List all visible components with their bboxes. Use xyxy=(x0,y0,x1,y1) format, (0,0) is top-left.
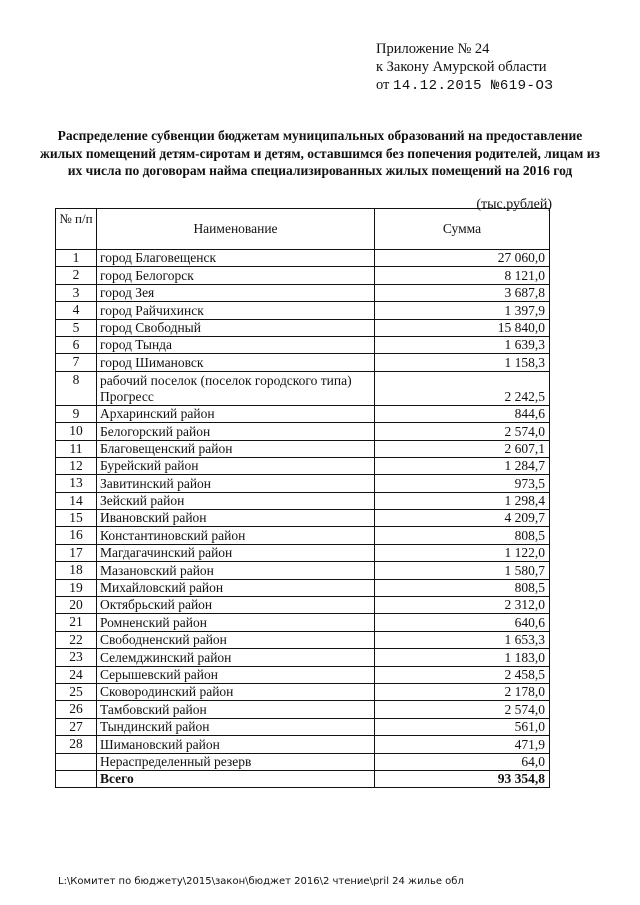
table-header-row xyxy=(56,209,550,250)
row-number: 24 xyxy=(56,666,97,683)
row-name: город Свободный xyxy=(97,319,375,336)
law-date-number: 14.12.2015 №619-ОЗ xyxy=(393,78,554,94)
row-name: Михайловский район xyxy=(97,579,375,596)
row-sum: 8 121,0 xyxy=(375,267,550,284)
row-number: 23 xyxy=(56,649,97,666)
row-name: город Шимановск xyxy=(97,354,375,371)
row-name: Тындинский район xyxy=(97,718,375,735)
row-name: Свободненский район xyxy=(97,631,375,648)
row-number: 5 xyxy=(56,319,97,336)
row-name: Сковородинский район xyxy=(97,683,375,700)
row-name: Зейский район xyxy=(97,492,375,509)
row-name: Селемджинский район xyxy=(97,649,375,666)
row-name: город Тында xyxy=(97,336,375,353)
row-number: 2 xyxy=(56,267,97,284)
row-number: 20 xyxy=(56,597,97,614)
row-sum: 808,5 xyxy=(375,527,550,544)
row-sum: 3 687,8 xyxy=(375,284,550,301)
row-name: Ивановский район xyxy=(97,510,375,527)
row-number: 28 xyxy=(56,736,97,753)
row-sum: 808,5 xyxy=(375,579,550,596)
table-row xyxy=(56,683,550,700)
row-sum: 2 607,1 xyxy=(375,440,550,457)
row-sum: 2 242,5 xyxy=(375,371,550,405)
row-number: 7 xyxy=(56,354,97,371)
table-row xyxy=(56,510,550,527)
row-number: 27 xyxy=(56,718,97,735)
row-name: Нераспределенный резерв xyxy=(97,753,375,770)
row-sum: 973,5 xyxy=(375,475,550,492)
table-row xyxy=(56,267,550,284)
row-number: 19 xyxy=(56,579,97,596)
table-total-row xyxy=(56,770,550,787)
row-name: Мазановский район xyxy=(97,562,375,579)
table-row xyxy=(56,440,550,457)
table-row xyxy=(56,250,550,267)
table-row xyxy=(56,354,550,371)
table-row xyxy=(56,718,550,735)
row-sum: 1 397,9 xyxy=(375,302,550,319)
row-sum: 1 298,4 xyxy=(375,492,550,509)
row-name: Шимановский район xyxy=(97,736,375,753)
row-number: 22 xyxy=(56,631,97,648)
row-number: 26 xyxy=(56,701,97,718)
row-number: 3 xyxy=(56,284,97,301)
column-header-number: № п/п xyxy=(56,209,97,250)
row-number: 21 xyxy=(56,614,97,631)
row-name: Серышевский район xyxy=(97,666,375,683)
table-row xyxy=(56,405,550,422)
row-number: 8 xyxy=(56,371,97,405)
row-sum: 2 574,0 xyxy=(375,701,550,718)
file-path-footer: L:\Комитет по бюджету\2015\закон\бюджет 2016\2 чтение\pril 24 жилье обл xyxy=(58,876,464,887)
row-number xyxy=(56,770,97,787)
table-row xyxy=(56,614,550,631)
row-name: город Зея xyxy=(97,284,375,301)
row-name: Бурейский район xyxy=(97,457,375,474)
table-row xyxy=(56,544,550,561)
row-number: 17 xyxy=(56,544,97,561)
row-name: Константиновский район xyxy=(97,527,375,544)
law-reference: к Закону Амурской области xyxy=(376,59,547,75)
row-sum: 1 639,3 xyxy=(375,336,550,353)
row-name: город Райчихинск xyxy=(97,302,375,319)
unit-label: (тыс.рублей) xyxy=(476,197,552,212)
table-body xyxy=(56,250,550,788)
row-number: 11 xyxy=(56,440,97,457)
table-row xyxy=(56,597,550,614)
document-title: Распределение субвенции бюджетам муниципальных образований на предоставление жилых помещений детям-сиротам и детям, оставшимся без попечения родителей, лицам из их числа по договорам найма специализированных жилых помещений на 2016 год xyxy=(40,128,600,178)
row-number: 18 xyxy=(56,562,97,579)
table-row xyxy=(56,562,550,579)
table-row xyxy=(56,579,550,596)
row-name: город Белогорск xyxy=(97,267,375,284)
law-date-line xyxy=(376,76,553,95)
row-number: 16 xyxy=(56,527,97,544)
row-sum: 2 178,0 xyxy=(375,683,550,700)
appendix-header xyxy=(376,40,553,95)
row-sum: 4 209,7 xyxy=(375,510,550,527)
row-name: Тамбовский район xyxy=(97,701,375,718)
table-row xyxy=(56,492,550,509)
table-row xyxy=(56,423,550,440)
row-sum: 15 840,0 xyxy=(375,319,550,336)
table-row xyxy=(56,631,550,648)
row-sum: 2 312,0 xyxy=(375,597,550,614)
row-name: Благовещенский район xyxy=(97,440,375,457)
row-sum: 2 458,5 xyxy=(375,666,550,683)
row-name: Белогорский район xyxy=(97,423,375,440)
row-sum: 844,6 xyxy=(375,405,550,422)
row-sum: 1 158,3 xyxy=(375,354,550,371)
row-sum: 1 653,3 xyxy=(375,631,550,648)
table-row xyxy=(56,336,550,353)
row-sum: 1 580,7 xyxy=(375,562,550,579)
row-number: 12 xyxy=(56,457,97,474)
column-header-name: Наименование xyxy=(97,209,375,250)
row-number: 1 xyxy=(56,250,97,267)
table-row xyxy=(56,736,550,753)
row-number xyxy=(56,753,97,770)
row-number: 15 xyxy=(56,510,97,527)
row-name: Октябрьский район xyxy=(97,597,375,614)
row-sum: 471,9 xyxy=(375,736,550,753)
row-name: Магдагачинский район xyxy=(97,544,375,561)
row-name: Завитинский район xyxy=(97,475,375,492)
row-name: Ромненский район xyxy=(97,614,375,631)
table-row xyxy=(56,302,550,319)
row-sum: 64,0 xyxy=(375,753,550,770)
column-header-sum: Сумма xyxy=(375,209,550,250)
row-number: 10 xyxy=(56,423,97,440)
row-sum: 27 060,0 xyxy=(375,250,550,267)
table-row xyxy=(56,753,550,770)
table-row xyxy=(56,371,550,405)
table-row xyxy=(56,666,550,683)
table-row xyxy=(56,319,550,336)
row-number: 4 xyxy=(56,302,97,319)
row-sum: 1 183,0 xyxy=(375,649,550,666)
table-row xyxy=(56,527,550,544)
row-sum: 561,0 xyxy=(375,718,550,735)
row-number: 9 xyxy=(56,405,97,422)
row-sum: 1 122,0 xyxy=(375,544,550,561)
row-name: Архаринский район xyxy=(97,405,375,422)
row-sum: 2 574,0 xyxy=(375,423,550,440)
row-name: город Благовещенск xyxy=(97,250,375,267)
row-name: рабочий поселок (поселок городского типа) Прогресс xyxy=(97,371,375,405)
table-row xyxy=(56,701,550,718)
appendix-number: Приложение № 24 xyxy=(376,41,490,57)
row-number: 25 xyxy=(56,683,97,700)
row-sum: 1 284,7 xyxy=(375,457,550,474)
row-number: 13 xyxy=(56,475,97,492)
row-sum: 93 354,8 xyxy=(375,770,550,787)
table-row xyxy=(56,649,550,666)
table-row xyxy=(56,284,550,301)
table-row xyxy=(56,457,550,474)
row-sum: 640,6 xyxy=(375,614,550,631)
row-number: 6 xyxy=(56,336,97,353)
row-name: Всего xyxy=(97,770,375,787)
date-prefix: от xyxy=(376,77,390,93)
table-row xyxy=(56,475,550,492)
row-number: 14 xyxy=(56,492,97,509)
subsidy-table xyxy=(55,208,550,788)
